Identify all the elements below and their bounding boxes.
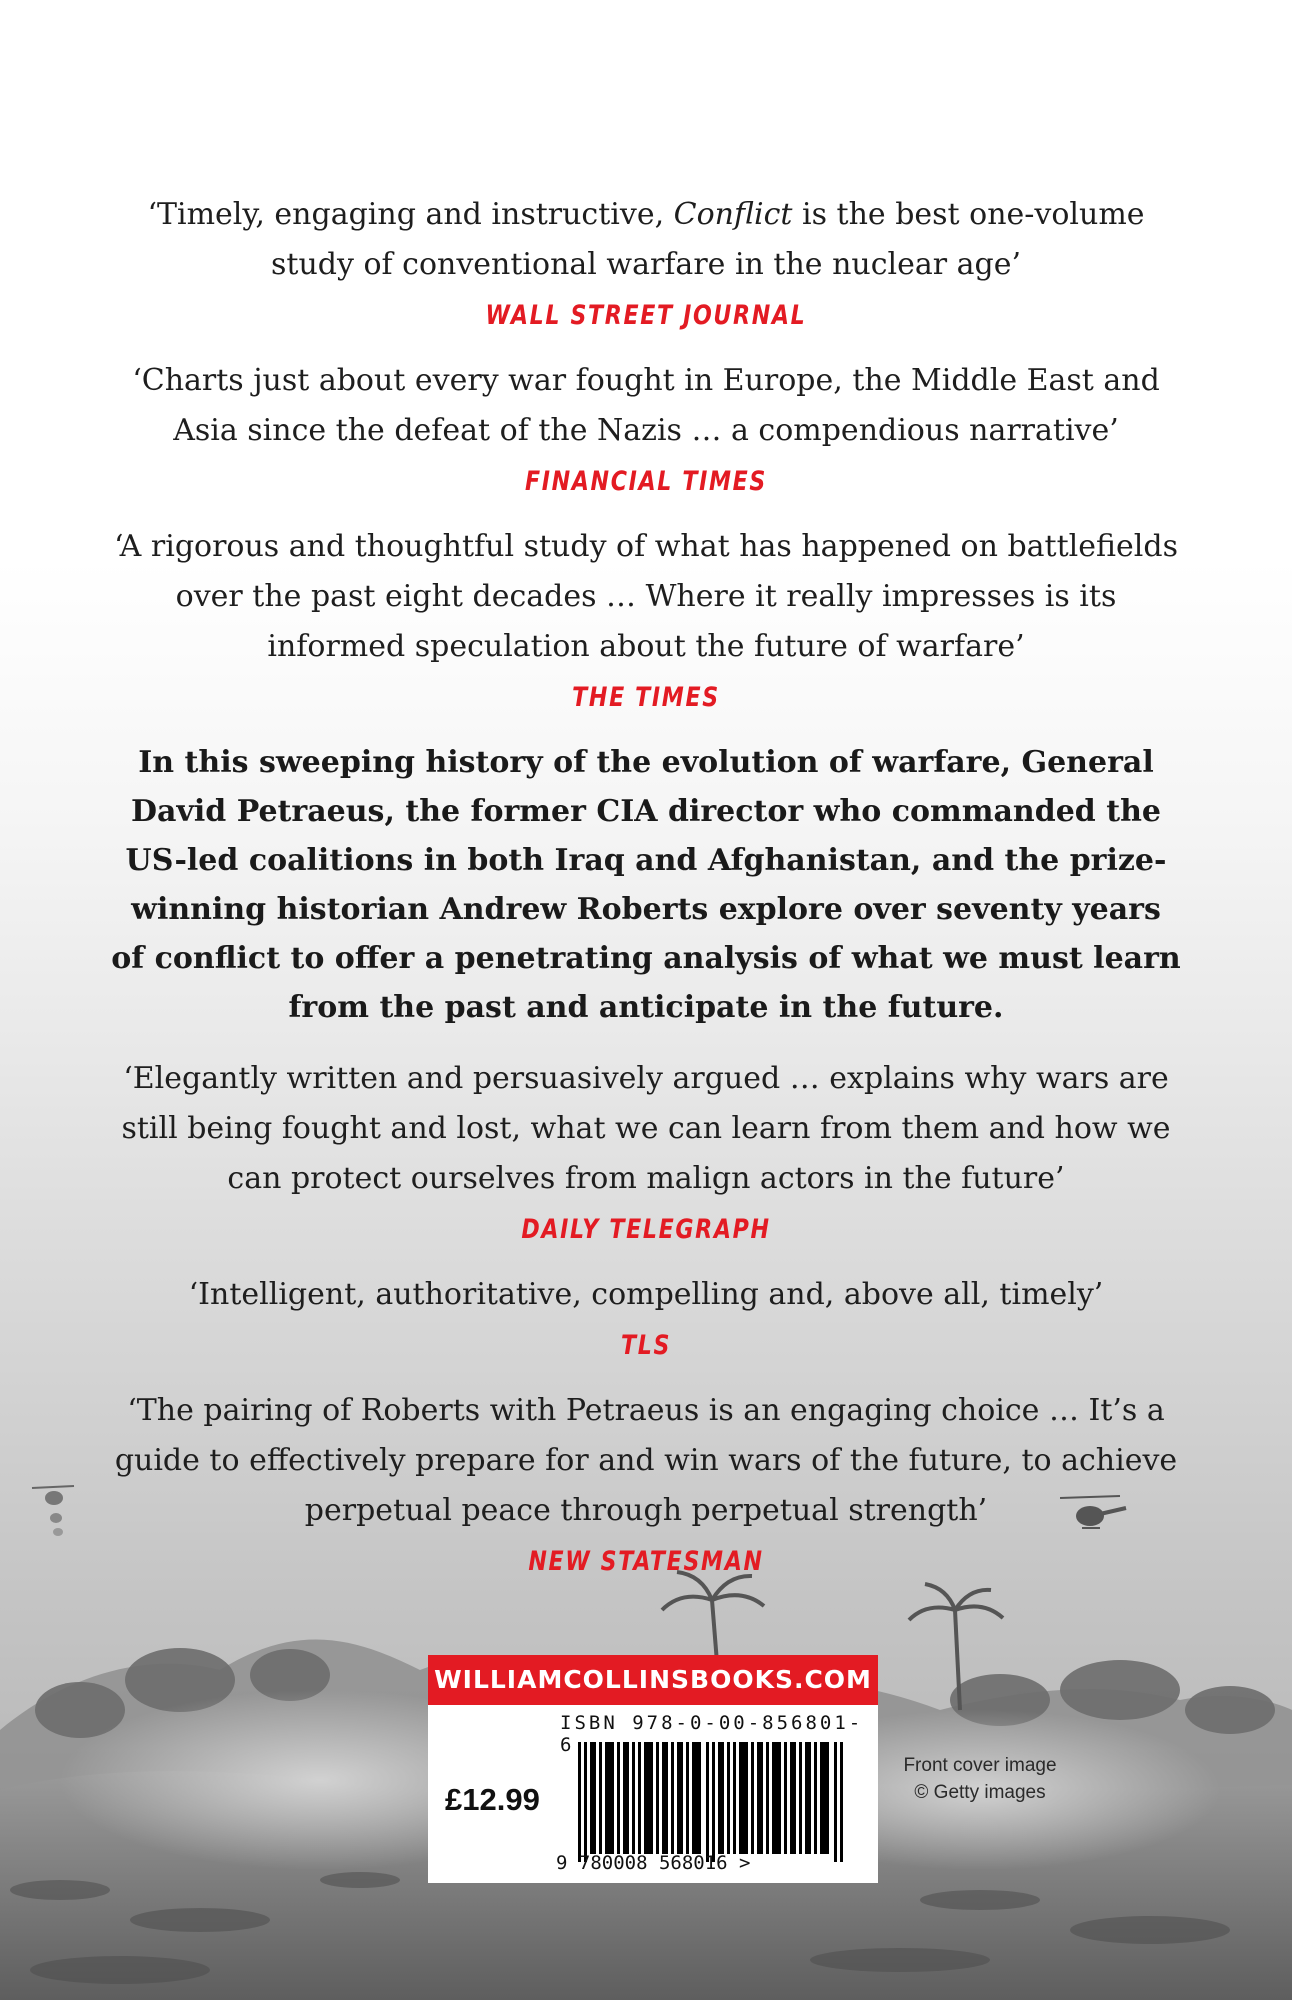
review-quote: ‘A rigorous and thoughtful study of what has happened on battlefields over the past eight decades … Where it really impresses is its informed speculation about the future of warfare’ [114,529,1178,664]
review-source: FINANCIAL TIMES [524,466,768,497]
review-column [110,190,1182,1602]
book-title: Conflict [673,197,793,232]
book-blurb: In this sweeping history of the evolution of warfare, General David Petraeus, the former CIA director who commanded the US-led coalitions in both Iraq and Afghanistan, and the prize-winning historian Andrew Roberts explore over seventy years of conflict to offer a penetrating analysis of what we must learn from the past and anticipate in the future. [111,745,1181,1025]
cover-credit [880,1752,1080,1806]
review-source: THE TIMES [572,682,720,713]
price-label: £12.99 [445,1782,540,1817]
credit-line: © Getty images [914,1782,1046,1803]
barcode-digits: 9 780008 568016 > [556,1852,751,1874]
isbn-label: ISBN 978-0-00-856801-6 [560,1712,864,1756]
review-quote: ‘Intelligent, authoritative, compelling and, above all, timely’ [188,1277,1104,1312]
review-source: NEW STATESMAN [528,1546,764,1577]
review-quote: ‘Charts just about every war fought in Europe, the Middle East and Asia since the defeat of the Nazis … a compendious narrative’ [132,363,1160,448]
review-source: WALL STREET JOURNAL [485,300,807,331]
review-quote: ‘The pairing of Roberts with Petraeus is an engaging choice … It’s a guide to effectively prepare for and win wars of the future, to achieve perpetual peace through perpetual strength’ [114,1393,1178,1528]
review-source: TLS [620,1330,672,1361]
review-source: DAILY TELEGRAPH [521,1214,771,1245]
helicopter-icon [30,1480,80,1540]
publisher-url[interactable]: WILLIAMCOLLINSBOOKS.COM [428,1655,878,1705]
review-quote: ‘Elegantly written and persuasively argued … explains why wars are still being fought and lost, what we can learn from them and how we can protect ourselves from malign actors in the future’ [121,1061,1171,1196]
barcode-icon [578,1742,850,1862]
credit-line: Front cover image [903,1755,1057,1776]
review-quote: ‘Timely, engaging and instructive, Conflict is the best one-volume study of conventional warfare in the nuclear age’ [147,197,1145,282]
